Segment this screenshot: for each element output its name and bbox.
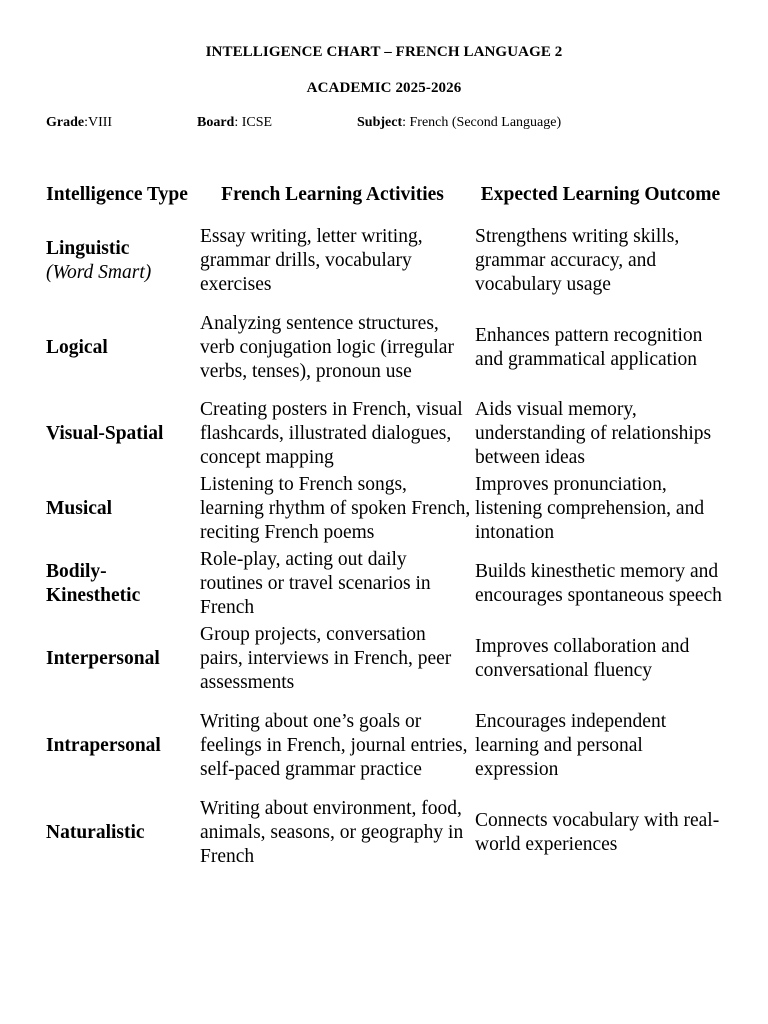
outcome-cell: Connects vocabulary with real-world experiences [475,809,720,855]
activities-cell: Role-play, acting out daily routines or travel scenarios in French [200,548,431,618]
board-label: Board [197,115,235,130]
activities-cell: Essay writing, letter writing, grammar drills, vocabulary exercises [200,226,423,295]
intelligence-type: Interpersonal [46,647,160,669]
grade-label: Grade [46,115,85,130]
activities-cell: Group projects, conversation pairs, interviews in French, peer assessments [200,623,452,693]
table-row [40,471,730,546]
outcome-cell: Improves collaboration and conversational fluency [475,635,690,681]
activities-cell: Writing about environment, food, animals, seasons, or geography in French [200,797,464,867]
header-outcome: Expected Learning Outcome [480,184,721,205]
intelligence-type: Linguistic [46,238,130,259]
table-row [40,224,730,298]
activities-cell: Writing about one’s goals or feelings in French, journal entries, self-paced grammar practice [200,710,468,780]
activities-cell: Listening to French songs, learning rhythm of spoken French, reciting French poems [200,473,471,543]
intelligence-type: Logical [46,336,108,358]
intelligence-type: Intrapersonal [46,734,161,756]
grade-info [46,115,112,131]
outcome-cell: Aids visual memory, understanding of relationships between ideas [475,399,712,468]
activities-cell: Creating posters in French, visual flashcards, illustrated dialogues, concept mapping [200,399,463,468]
table-row [40,621,730,696]
table-row [40,546,730,621]
outcome-cell: Enhances pattern recognition and grammatical application [475,324,703,370]
header-activities: French Learning Activities [221,184,444,205]
outcome-cell: Encourages independent learning and personal expression [475,710,667,780]
subject-label: Subject [357,115,403,130]
board-info [197,115,272,131]
intelligence-type: Bodily-Kinesthetic [46,560,141,606]
intelligence-subtype: (Word Smart) [46,262,152,283]
document-title: INTELLIGENCE CHART – FRENCH LANGUAGE 2 [205,44,563,60]
intelligence-table [40,166,730,870]
subject-info [357,115,561,131]
intelligence-type-cell [40,224,194,298]
outcome-cell: Builds kinesthetic memory and encourages spontaneous speech [475,560,722,606]
table-header-row [40,166,730,224]
subject-value: : French (Second Language) [402,115,562,130]
header-intelligence-type: Intelligence Type [46,184,188,205]
table-row [40,397,730,471]
intelligence-type: Musical [46,497,113,519]
activities-cell: Analyzing sentence structures, verb conjugation logic (irregular verbs, tenses), pronoun use [200,312,454,382]
board-value: : ICSE [234,115,273,130]
intelligence-type: Visual-Spatial [46,423,164,444]
table-row [40,696,730,795]
outcome-cell: Strengthens writing skills, grammar accuracy, and vocabulary usage [475,226,680,295]
intelligence-type: Naturalistic [46,821,145,843]
table-row [40,298,730,397]
outcome-cell: Improves pronunciation, listening comprehension, and intonation [475,473,705,543]
grade-value: :VIII [84,115,113,130]
academic-year: ACADEMIC 2025-2026 [306,80,462,96]
table-row [40,795,730,870]
